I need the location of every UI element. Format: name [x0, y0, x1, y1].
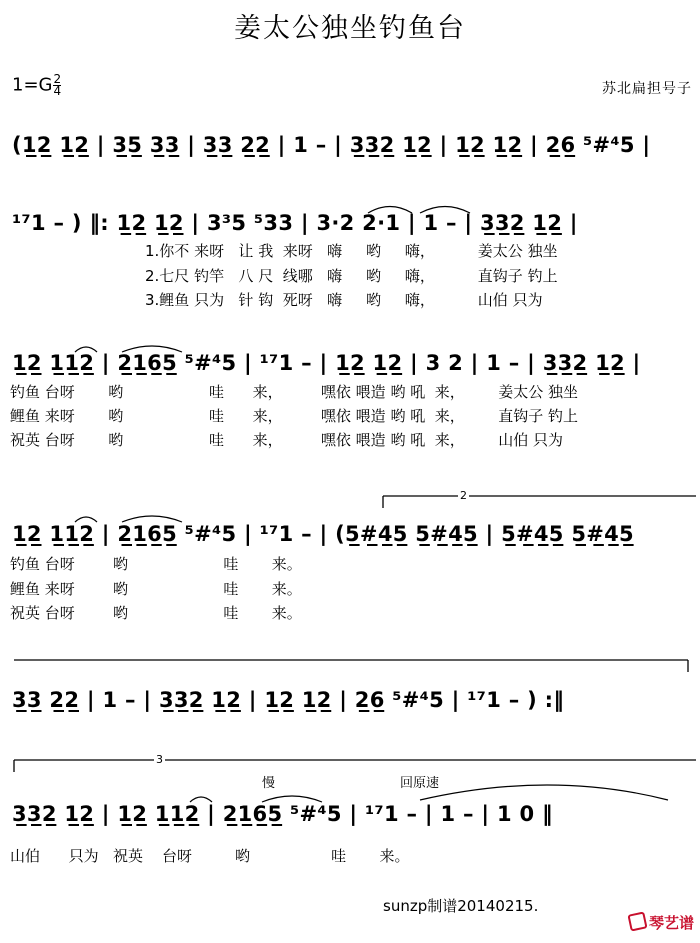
site-logo: 琴艺谱 — [629, 912, 694, 933]
genre-credit: 苏北扁担号子 — [602, 81, 692, 97]
ending-2-number: 2 — [460, 489, 467, 502]
notation-line-3: 1̲2̲ 1̲1̲2̲ | 2̲1̲6̲5̲ ⁵#⁴5 | ¹⁷1 – | 1̲2̲ 1̲2̲ | 3 2 | 1 – | 3̲3̲2̲ 1̲2̲ | — [12, 351, 641, 375]
notation-line-6: 3̲3̲2̲ 1̲2̲ | 1̲2̲ 1̲1̲2̲ | 2̲1̲6̲5̲ ⁵#⁴5 | ¹⁷1 – | 1 – | 1 0 ‖ — [12, 802, 553, 826]
lyrics-verse-3b: 祝英 台呀 哟 哇 来， 嘿依 喂造 哟 吼 来， 山伯 只为 — [10, 431, 564, 449]
notation-line-1: (1̲2̲ 1̲2̲ | 3̲5̲ 3̲3̲ | 3̲3̲ 2̲2̲ | 1 – | 3̲3̲2̲ 1̲2̲ | 1̲2̲ 1̲2̲ | 2̲6̲ ⁵#⁴5 | — [12, 133, 651, 157]
lyrics-verse-3a: 3.鲤鱼 只为 针 钩 死呀 嗨 哟 嗨， 山伯 只为 — [145, 291, 543, 309]
ending-3-number: 3 — [156, 753, 163, 766]
tempo-return-mark: 回原速 — [400, 776, 440, 791]
lyrics-verse-1c: 钓鱼 台呀 哟 哇 来。 — [10, 555, 302, 573]
notation-line-4: 1̲2̲ 1̲1̲2̲ | 2̲1̲6̲5̲ ⁵#⁴5 | ¹⁷1 – | (5̲#̲4̲5̲ 5̲#̲4̲5̲ | 5̲#̲4̲5̲ 5̲#̲4̲5̲ — [12, 522, 634, 546]
transcriber-credit: sunzp制谱20140215. — [383, 897, 539, 915]
lyrics-verse-3c: 祝英 台呀 哟 哇 来。 — [10, 604, 302, 622]
lyrics-verse-1b: 钓鱼 台呀 哟 哇 来， 嘿依 喂造 哟 吼 来， 姜太公 独坐 — [10, 383, 579, 401]
notation-line-2: ¹⁷1 – ) ‖: 1̲2̲ 1̲2̲ | 3³5 ⁵33 | 3·2 2·1 | 1 – | 3̲3̲2̲ 1̲2̲ | — [12, 211, 578, 235]
lyrics-verse-2c: 鲤鱼 来呀 哟 哇 来。 — [10, 580, 302, 598]
lyrics-final: 山伯 只为 祝英 台呀 哟 哇 来。 — [10, 847, 410, 865]
lyrics-verse-1a: 1.你不 来呀 让 我 来呀 嗨 哟 嗨， 姜太公 独坐 — [145, 242, 558, 260]
lyrics-verse-2b: 鲤鱼 来呀 哟 哇 来， 嘿依 喂造 哟 吼 来， 直钩子 钓上 — [10, 407, 579, 425]
notation-line-5: 3̲3̲ 2̲2̲ | 1 – | 3̲3̲2̲ 1̲2̲ | 1̲2̲ 1̲2̲ | 2̲6̲ ⁵#⁴5 | ¹⁷1 – ) :‖ — [12, 688, 565, 712]
key-label: 1=G — [12, 74, 53, 96]
lyrics-verse-2a: 2.七尺 钓竿 八 尺 线哪 嗨 哟 嗨， 直钩子 钓上 — [145, 267, 558, 285]
time-signature: $\frac{2}{4}$ — [53, 72, 62, 98]
tempo-slow-mark: 慢 — [262, 776, 276, 791]
logo-icon — [627, 911, 647, 931]
score-title: 姜太公独坐钓鱼台 — [234, 13, 466, 44]
